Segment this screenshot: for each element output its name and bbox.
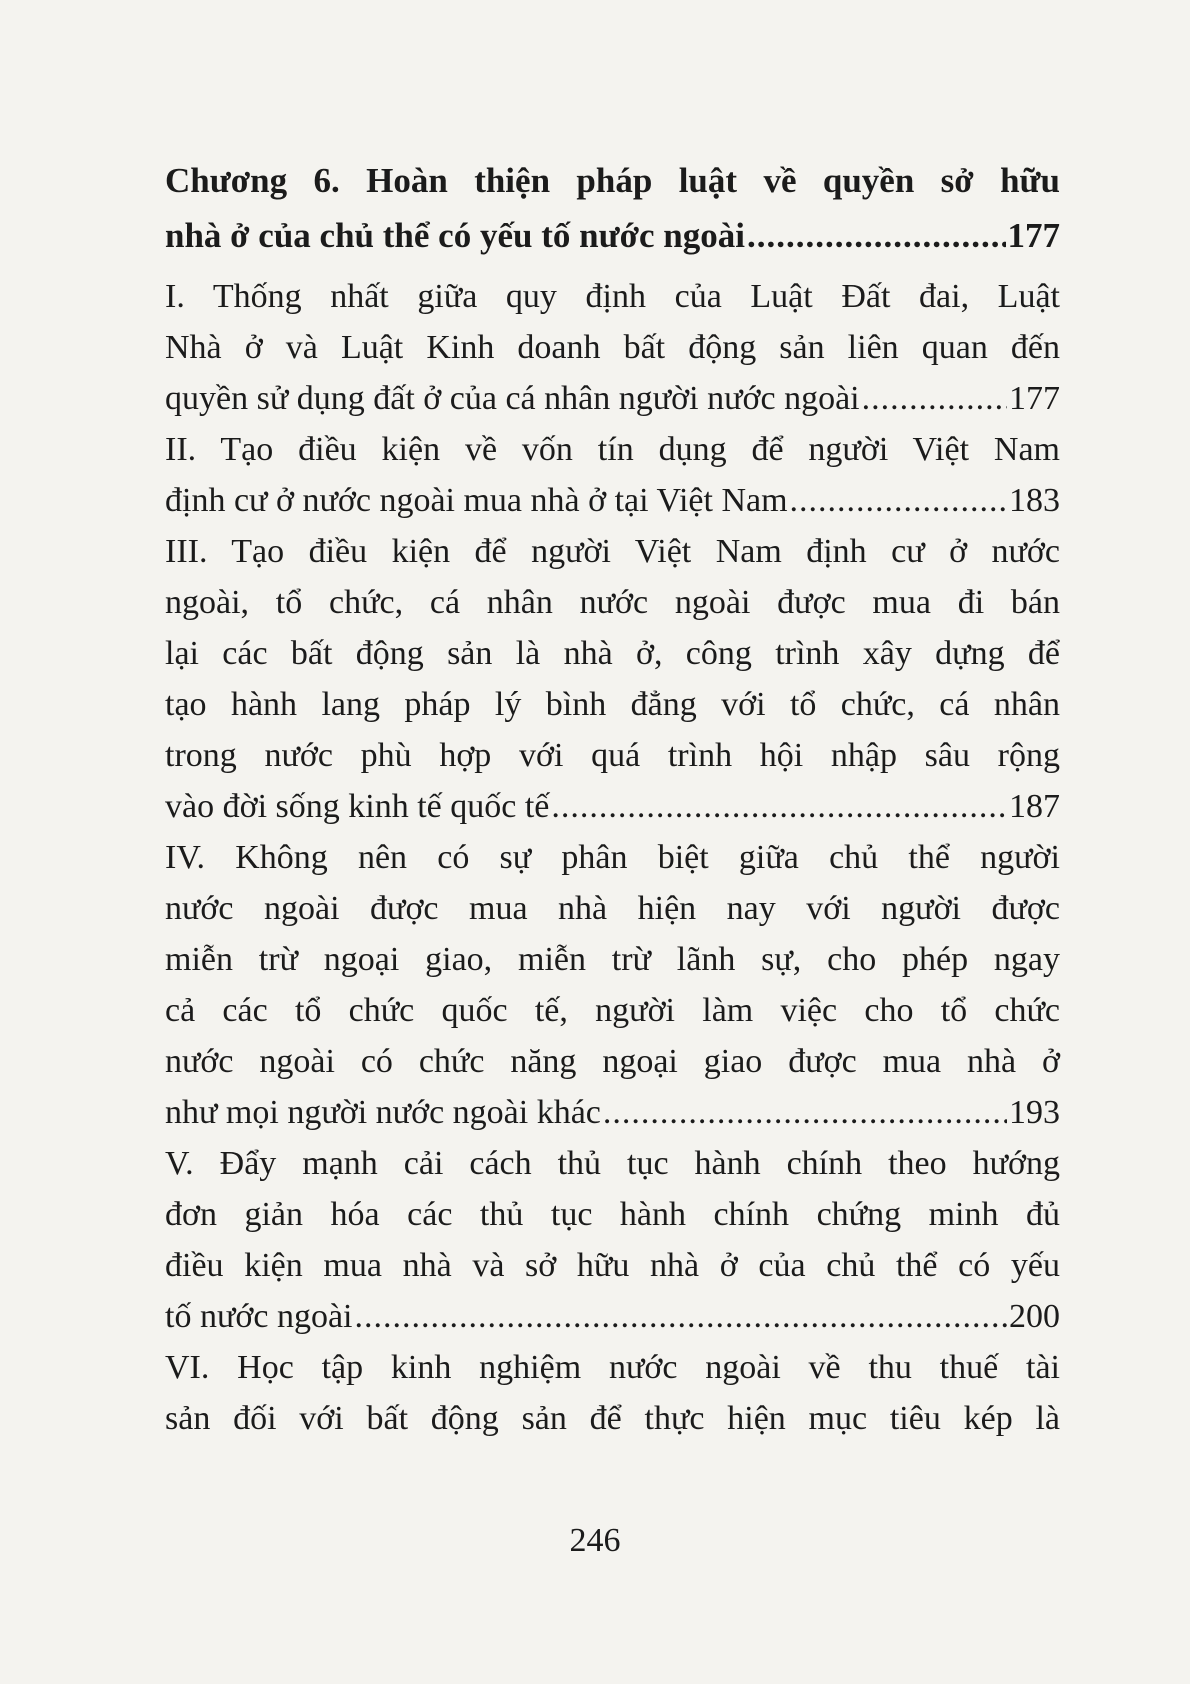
toc-entry-1[interactable]	[165, 271, 1060, 424]
toc-line-with-page	[165, 208, 1060, 263]
toc-line: Chương 6. Hoàn thiện pháp luật về quyền sở hữu	[165, 161, 1060, 200]
dot-leader	[354, 1291, 1007, 1342]
toc-line: đơn giản hóa các thủ tục hành chính chứng minh đủ	[165, 1196, 1060, 1233]
toc-chapter-6[interactable]	[165, 153, 1060, 263]
toc-page-number: 193	[1009, 1094, 1060, 1131]
toc-line-text: định cư ở nước ngoài mua nhà ở tại Việt Nam	[165, 482, 788, 519]
toc-line: VI. Học tập kinh nghiệm nước ngoài về thu thuế tài	[165, 1349, 1060, 1386]
toc-line: sản đối với bất động sản để thực hiện mục tiêu kép là	[165, 1400, 1060, 1437]
dot-leader	[551, 781, 1007, 832]
toc-line: lại các bất động sản là nhà ở, công trình xây dựng để	[165, 635, 1060, 672]
toc-line: Nhà ở và Luật Kinh doanh bất động sản liên quan đến	[165, 329, 1060, 366]
toc-line-with-page	[165, 1087, 1060, 1138]
toc-line: cả các tổ chức quốc tế, người làm việc cho tổ chức	[165, 992, 1060, 1029]
toc-line: điều kiện mua nhà và sở hữu nhà ở của chủ thể có yếu	[165, 1247, 1060, 1284]
toc-line-with-page	[165, 781, 1060, 832]
toc-line: nước ngoài được mua nhà hiện nay với người được	[165, 890, 1060, 927]
toc-line-text: quyền sử dụng đất ở của cá nhân người nước ngoài	[165, 380, 860, 417]
toc-line: ngoài, tổ chức, cá nhân nước ngoài được mua đi bán	[165, 584, 1060, 621]
dot-leader	[790, 475, 1007, 526]
toc-line-with-page	[165, 373, 1060, 424]
toc-line-text: như mọi người nước ngoài khác	[165, 1094, 601, 1131]
toc-page-number: 200	[1009, 1298, 1060, 1335]
toc-line: IV. Không nên có sự phân biệt giữa chủ thể người	[165, 839, 1060, 876]
toc-line: nước ngoài có chức năng ngoại giao được mua nhà ở	[165, 1043, 1060, 1080]
toc-page-number: 177	[1007, 216, 1060, 255]
toc-page-number: 187	[1009, 788, 1060, 825]
toc-entry-6[interactable]	[165, 1342, 1060, 1444]
toc-entry-5[interactable]	[165, 1138, 1060, 1342]
toc-entry-2[interactable]	[165, 424, 1060, 526]
toc-line: II. Tạo điều kiện về vốn tín dụng để người Việt Nam	[165, 431, 1060, 468]
toc-line: III. Tạo điều kiện để người Việt Nam định cư ở nước	[165, 533, 1060, 570]
toc-page-number: 177	[1009, 380, 1060, 417]
toc-line: miễn trừ ngoại giao, miễn trừ lãnh sự, cho phép ngay	[165, 941, 1060, 978]
toc-line: trong nước phù hợp với quá trình hội nhập sâu rộng	[165, 737, 1060, 774]
toc-page-number: 183	[1009, 482, 1060, 519]
toc-line-with-page	[165, 475, 1060, 526]
dot-leader	[603, 1087, 1007, 1138]
dot-leader	[862, 373, 1007, 424]
toc-line-with-page	[165, 1291, 1060, 1342]
toc-line: V. Đẩy mạnh cải cách thủ tục hành chính theo hướng	[165, 1145, 1060, 1182]
dot-leader	[747, 208, 1006, 263]
toc-line-text: vào đời sống kinh tế quốc tế	[165, 788, 550, 825]
table-of-contents	[165, 153, 1060, 1444]
toc-line: tạo hành lang pháp lý bình đẳng với tổ chức, cá nhân	[165, 686, 1060, 723]
toc-line: I. Thống nhất giữa quy định của Luật Đất đai, Luật	[165, 278, 1060, 315]
toc-line-text: tố nước ngoài	[165, 1298, 353, 1335]
toc-entry-3[interactable]	[165, 526, 1060, 832]
toc-line-text: nhà ở của chủ thể có yếu tố nước ngoài	[165, 216, 745, 255]
toc-entry-4[interactable]	[165, 832, 1060, 1138]
page-number: 246	[569, 1522, 621, 1559]
